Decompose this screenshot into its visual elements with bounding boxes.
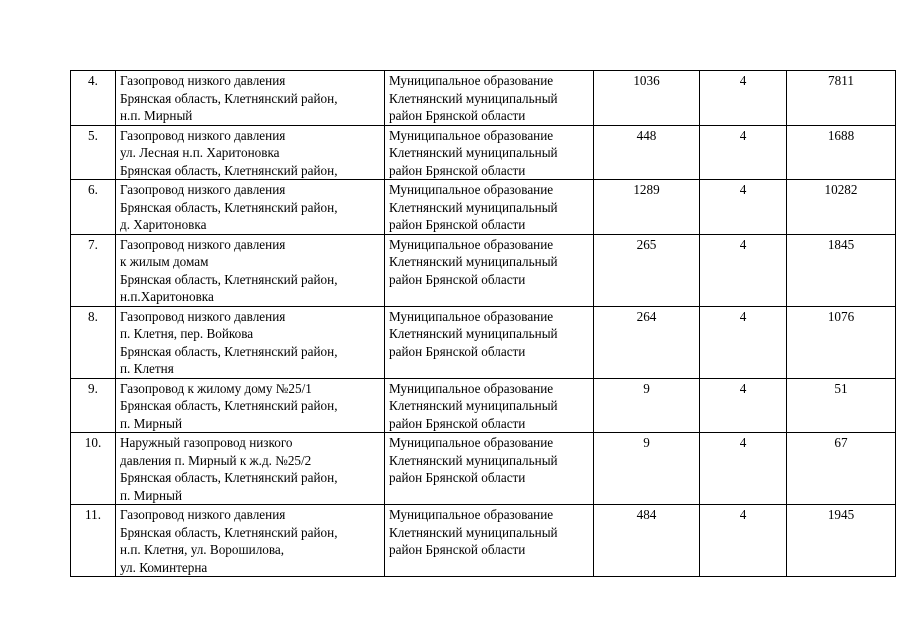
table-body [71,71,896,577]
length-cell: 1289 [594,180,700,235]
owner-line: Муниципальное образование [389,236,554,252]
object-name-line: Газопровод низкого давления [120,127,286,143]
diameter-cell: 4 [700,378,787,433]
owner-line: Клетнянский муниципальный [389,90,558,106]
object-name-line: Брянская область, Клетнянский район, [120,343,338,359]
owner-line: Клетнянский муниципальный [389,326,558,341]
length-cell: 448 [594,125,700,180]
length-cell: 9 [594,378,700,433]
cost-cell: 7811 [787,71,896,126]
object-name-line: п. Клетня, пер. Войкова [120,326,254,341]
table-row [71,505,896,577]
object-name-line: п. Мирный [120,487,183,503]
diameter-cell: 4 [700,306,787,378]
row-number-cell: 8. [71,306,116,378]
object-name-line: Газопровод низкого давления [120,507,286,522]
row-number-cell: 10. [71,433,116,505]
object-name-line: Газопровод к жилому дому №25/1 [120,380,312,396]
object-name-line: Наружный газопровод низкого [120,435,293,450]
owner-cell [385,505,594,577]
object-name-line: Брянская область, Клетнянский район, [120,271,338,287]
object-name-cell [116,180,385,235]
object-name-line: Брянская область, Клетнянский район, [120,470,338,485]
diameter-cell: 4 [700,71,787,126]
object-name-line: н.п. Мирный [120,108,193,123]
owner-cell [385,180,594,235]
row-number-cell: 5. [71,125,116,180]
object-name-cell [116,234,385,306]
object-name-line: Газопровод низкого давления [120,73,286,88]
owner-line: Муниципальное образование [389,435,554,450]
diameter-cell: 4 [700,505,787,577]
cost-cell: 1688 [787,125,896,180]
object-name-line: Брянская область, Клетнянский район, [120,90,338,106]
object-name-line: н.п. Клетня, ул. Ворошилова, [120,542,285,557]
owner-line: район Брянской области [389,343,526,359]
owner-cell [385,125,594,180]
cost-cell: 1076 [787,306,896,378]
owner-line: Клетнянский муниципальный [389,452,558,468]
object-name-line: Брянская область, Клетнянский район, [120,199,338,215]
length-cell: 264 [594,306,700,378]
cost-cell: 1845 [787,234,896,306]
object-name-line: Газопровод низкого давления [120,308,286,324]
table-row [71,125,896,180]
owner-line: Муниципальное образование [389,73,554,88]
owner-line: Муниципальное образование [389,127,554,143]
object-name-cell [116,306,385,378]
owner-cell [385,71,594,126]
length-cell: 1036 [594,71,700,126]
owner-line: Муниципальное образование [389,380,554,396]
diameter-cell: 4 [700,125,787,180]
row-number-cell: 6. [71,180,116,235]
object-name-line: ул. Лесная н.п. Харитоновка [120,145,280,160]
diameter-cell: 4 [700,234,787,306]
row-number-cell: 9. [71,378,116,433]
owner-line: Клетнянский муниципальный [389,199,558,215]
owner-line: район Брянской области [389,217,526,232]
owner-line: район Брянской области [389,108,526,123]
object-name-line: Газопровод низкого давления [120,236,286,252]
owner-line: Муниципальное образование [389,507,554,522]
object-name-line: н.п.Харитоновка [120,289,214,304]
owner-line: Клетнянский муниципальный [389,145,558,160]
owner-cell [385,306,594,378]
pipeline-register-table [70,70,896,577]
row-number-cell: 7. [71,234,116,306]
object-name-line: давления п. Мирный к ж.д. №25/2 [120,452,312,468]
object-name-line: д. Харитоновка [120,217,207,232]
table-row [71,306,896,378]
owner-line: район Брянской области [389,271,526,287]
owner-cell [385,378,594,433]
owner-line: Клетнянский муниципальный [389,254,558,269]
object-name-line: ул. Коминтерна [120,559,208,575]
table-row [71,180,896,235]
length-cell: 9 [594,433,700,505]
owner-line: Муниципальное образование [389,182,554,197]
table-row [71,71,896,126]
owner-cell [385,234,594,306]
object-name-line: п. Мирный [120,415,183,431]
owner-line: район Брянской области [389,470,526,485]
row-number-cell: 11. [71,505,116,577]
owner-line: Муниципальное образование [389,308,554,324]
owner-line: район Брянской области [389,415,526,431]
object-name-cell [116,125,385,180]
object-name-line: п. Клетня [120,361,174,376]
object-name-line: к жилым домам [120,254,209,269]
object-name-line: Брянская область, Клетнянский район, [120,524,338,540]
object-name-line: Газопровод низкого давления [120,182,286,197]
cost-cell: 51 [787,378,896,433]
object-name-line: Брянская область, Клетнянский район, [120,162,338,178]
row-number-cell: 4. [71,71,116,126]
table-row [71,433,896,505]
owner-line: Клетнянский муниципальный [389,524,558,540]
length-cell: 265 [594,234,700,306]
cost-cell: 1945 [787,505,896,577]
object-name-cell [116,505,385,577]
object-name-cell [116,71,385,126]
cost-cell: 10282 [787,180,896,235]
diameter-cell: 4 [700,433,787,505]
table-row [71,378,896,433]
diameter-cell: 4 [700,180,787,235]
owner-cell [385,433,594,505]
length-cell: 484 [594,505,700,577]
owner-line: район Брянской области [389,542,526,557]
table-row [71,234,896,306]
cost-cell: 67 [787,433,896,505]
object-name-cell [116,433,385,505]
owner-line: район Брянской области [389,162,526,178]
object-name-line: Брянская область, Клетнянский район, [120,398,338,413]
object-name-cell [116,378,385,433]
owner-line: Клетнянский муниципальный [389,398,558,413]
